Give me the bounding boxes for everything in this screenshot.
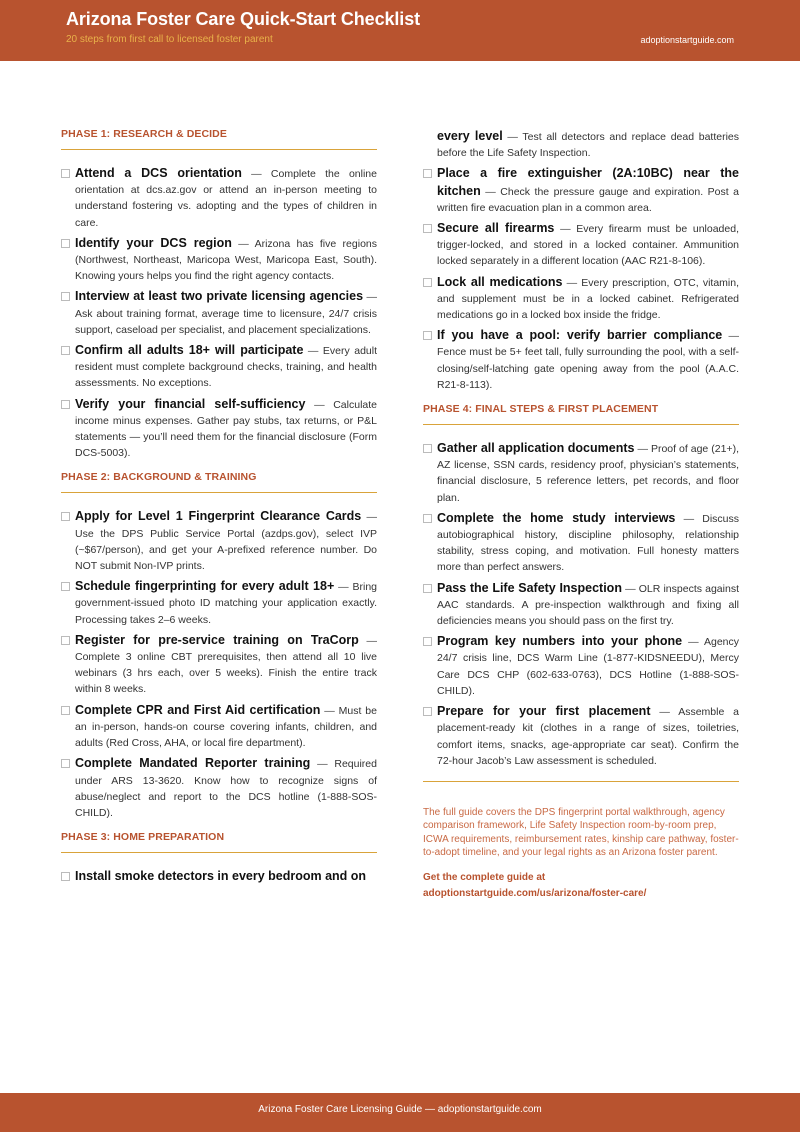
item-title: Prepare for your first placement xyxy=(437,704,651,719)
item-title: Interview at least two private licensing agencies xyxy=(75,289,364,304)
separator-dash: — xyxy=(317,758,335,771)
checkbox-icon[interactable] xyxy=(423,331,432,340)
checklist-item xyxy=(61,288,377,338)
item-title: Place a fire extinguisher (2A:10BC) near the kitchen xyxy=(437,166,739,198)
item-description: Test all detectors and replace dead batteries before the Life Safety Inspection. xyxy=(437,131,740,160)
checklist-item xyxy=(61,632,377,698)
item-title: Lock all medications xyxy=(437,274,563,289)
separator-dash: — xyxy=(485,185,501,198)
section-divider xyxy=(423,781,739,782)
item-description: Fence must be 5+ feet tall, fully surrounding the pool, with a self-closing/self-latching gate opening away from the pool (A.A.C. R21-8-113). xyxy=(437,346,739,391)
item-title: Schedule fingerprinting for every adult 18+ xyxy=(75,579,335,594)
phase-4-heading: PHASE 4: FINAL STEPS & FIRST PLACEMENT xyxy=(423,403,739,425)
item-description: Assemble a placement-ready kit (clothes in a range of sizes, toiletries, comfort items, snacks, age-appropriate car seat). Confirm the 72-hour Jacob’s Law assessment is scheduled. xyxy=(437,706,740,767)
cta-link[interactable]: adoptionstartguide.com/us/arizona/foster-care/ xyxy=(423,887,647,899)
item-description: Arizona has five regions (Northwest, Northeast, Maricopa West, Maricopa East, South). Knowing yours helps you find the right agency contacts. xyxy=(75,237,377,283)
header-site-url: adoptionstartguide.com xyxy=(640,35,734,45)
item-description: Discuss autobiographical history, discipline philosophy, relationship stability, stress coping, and motivation. Full honesty matters more than perfect answers. xyxy=(437,512,739,574)
item-description: Every prescription, OTC, vitamin, and supplement must be in a locked cabinet. Refrigerated medications go in a locked box inside the fridge. xyxy=(437,276,739,322)
separator-dash: — xyxy=(238,237,255,250)
item-description: Ask about training format, average time to licensure, 24/7 crisis support, caseload per specialist, and placement specializations. xyxy=(75,307,377,336)
item-title: Identify your DCS region xyxy=(75,235,232,250)
checkbox-icon[interactable] xyxy=(423,224,432,233)
item-description: Required under ARS 13-3620. Know how to recognize signs of abuse/neglect and report to the DCS hotline (1-888-SOS-CHILD). xyxy=(75,758,377,819)
item-title: Apply for Level 1 Fingerprint Clearance Cards xyxy=(75,509,362,524)
separator-dash: — xyxy=(366,511,378,524)
checkbox-icon[interactable] xyxy=(423,169,432,178)
left-column xyxy=(61,128,377,889)
checkbox-icon[interactable] xyxy=(423,584,432,593)
promo-text: The full guide covers the DPS fingerprint portal walkthrough, agency comparison framework, Life Safety Inspection room-by-room prep, ICWA requirements, reimbursement rates, kinship care pathway, foster-to-adopt timeline, and your legal rights as an Arizona foster parent. xyxy=(423,806,739,859)
item-description: Agency 24/7 crisis line, DCS Warm Line (1-877-KIDSNEEDU), Mercy Care DCS CHP (602-633-0763), DCS Hotline (1-888-SOS-CHILD). xyxy=(437,636,740,697)
checkbox-icon[interactable] xyxy=(61,292,70,301)
checkbox-icon[interactable] xyxy=(61,169,70,178)
item-title: Complete the home study interviews xyxy=(437,510,676,525)
footer-text: Arizona Foster Care Licensing Guide — adoptionstartguide.com xyxy=(258,1104,542,1115)
separator-dash: — xyxy=(251,168,271,180)
separator-dash: — xyxy=(507,131,523,143)
checkbox-icon[interactable] xyxy=(423,444,432,453)
separator-dash: — xyxy=(560,223,577,236)
checklist-item xyxy=(423,220,739,270)
checklist-item xyxy=(61,702,377,752)
item-title: Secure all firearms xyxy=(437,221,555,236)
checklist-item xyxy=(423,510,739,576)
item-title: Gather all application documents xyxy=(437,441,635,456)
item-description: OLR inspects against AAC standards. A pre-inspection walkthrough and fixing all deficiencies means you should pass on the first try. xyxy=(437,582,739,628)
phase-2-heading: PHASE 2: BACKGROUND & TRAINING xyxy=(61,471,377,493)
checklist-item xyxy=(423,580,739,630)
checkbox-icon[interactable] xyxy=(61,636,70,645)
item-title: Program key numbers into your phone xyxy=(437,634,683,649)
item-description: Calculate income minus expenses. Gather pay stubs, tax returns, or P&L statements — you’ll need them for the financial disclosure (Form DCS-5003). xyxy=(75,398,377,460)
checkbox-icon[interactable] xyxy=(61,512,70,521)
checklist-item xyxy=(61,755,377,821)
checklist-item xyxy=(61,235,377,285)
checklist-item xyxy=(423,327,739,393)
item-description: Must be an in-person, hands-on course covering infants, children, and adults (Red Cross, AHA, or local fire department). xyxy=(75,704,377,750)
checklist-item xyxy=(61,578,377,628)
phase-3-heading: PHASE 3: HOME PREPARATION xyxy=(61,831,377,853)
guide-cta xyxy=(423,870,739,902)
separator-dash: — xyxy=(338,581,353,594)
checklist-item xyxy=(423,165,739,216)
checklist-item xyxy=(423,633,739,699)
item-description: Bring government-issued photo ID matching your application exactly. Processing takes 2–6 weeks. xyxy=(75,581,377,626)
right-column xyxy=(423,128,739,902)
page-title: Arizona Foster Care Quick-Start Checklist xyxy=(66,9,421,29)
checklist-item-continued xyxy=(423,128,739,161)
item-title: Complete CPR and First Aid certification xyxy=(75,702,321,717)
item-title: Install smoke detectors in every bedroom and on xyxy=(75,869,367,884)
separator-dash: — xyxy=(625,582,639,595)
separator-dash: — xyxy=(307,345,323,358)
page-footer xyxy=(0,1093,800,1132)
checkbox-icon[interactable] xyxy=(423,514,432,523)
checkbox-icon[interactable] xyxy=(423,707,432,716)
checkbox-icon[interactable] xyxy=(61,759,70,768)
item-description: Proof of age (21+), AZ license, SSN cards, residency proof, physician’s statements, financial disclosure, 5 reference letters, pet records, and floor plan. xyxy=(437,443,739,504)
checkbox-icon[interactable] xyxy=(423,278,432,287)
item-title: Complete Mandated Reporter training xyxy=(75,756,311,771)
item-title: Pass the Life Safety Inspection xyxy=(437,580,622,595)
checklist-item xyxy=(61,165,377,231)
item-description: Every firearm must be unloaded, trigger-locked, and stored in a locked container. Ammunition locked separately in a different location (AAC R21-8-106). xyxy=(437,223,739,268)
phase-1-heading: PHASE 1: RESEARCH & DECIDE xyxy=(61,128,377,150)
page-header xyxy=(0,0,800,61)
checklist-item xyxy=(61,508,377,574)
separator-dash: — xyxy=(324,704,339,717)
checkbox-icon[interactable] xyxy=(61,706,70,715)
separator-dash: — xyxy=(683,512,703,525)
checklist-item xyxy=(423,440,739,506)
item-description: Complete 3 online CBT prerequisites, then attend all 10 live webinars (3 hrs each, over 5 weeks). Finish the entire track within 8 weeks. xyxy=(75,651,377,696)
separator-dash: — xyxy=(366,634,377,647)
item-description: Use the DPS Public Service Portal (azdps.gov), select IVP (~$67/person), and get your A-prefixed reference number. Do NOT submit Non-IVP prints. xyxy=(75,527,377,573)
separator-dash: — xyxy=(314,398,334,411)
item-title: Confirm all adults 18+ will participate xyxy=(75,343,304,358)
separator-dash: — xyxy=(566,276,582,289)
item-description: Every adult resident must complete background checks, training, and health assessments. No exceptions. xyxy=(75,345,378,390)
checklist-item xyxy=(423,274,739,324)
cta-label: Get the complete guide at xyxy=(423,871,546,883)
page-subtitle: 20 steps from first call to licensed foster parent xyxy=(66,34,273,45)
checkbox-icon[interactable] xyxy=(61,872,70,881)
checkbox-icon[interactable] xyxy=(61,400,70,409)
checkbox-icon[interactable] xyxy=(61,582,70,591)
checklist-item xyxy=(61,396,377,462)
item-description: Complete the online orientation at dcs.az.gov or attend an in-person meeting to understand fostering vs. adopting and the types of children in care. xyxy=(75,168,377,229)
checkbox-icon[interactable] xyxy=(423,637,432,646)
separator-dash: — xyxy=(659,706,679,719)
item-title: Verify your financial self-sufficiency xyxy=(75,396,306,411)
item-title: Attend a DCS orientation xyxy=(75,166,242,180)
checklist-item xyxy=(423,703,739,769)
item-title-continued: every level xyxy=(437,129,503,143)
item-title: If you have a pool: verify barrier compliance xyxy=(437,328,723,343)
checklist-item xyxy=(61,868,377,885)
item-description: Check the pressure gauge and expiration. Post a written fire evacuation plan in a common area. xyxy=(437,185,739,214)
checkbox-icon[interactable] xyxy=(61,239,70,248)
separator-dash: — xyxy=(688,636,704,649)
separator-dash: — xyxy=(366,291,377,304)
checkbox-icon[interactable] xyxy=(61,346,70,355)
separator-dash: — xyxy=(637,443,651,456)
item-title: Register for pre-service training on TraCorp xyxy=(75,632,359,647)
separator-dash: — xyxy=(728,330,740,343)
checklist-item xyxy=(61,342,377,392)
